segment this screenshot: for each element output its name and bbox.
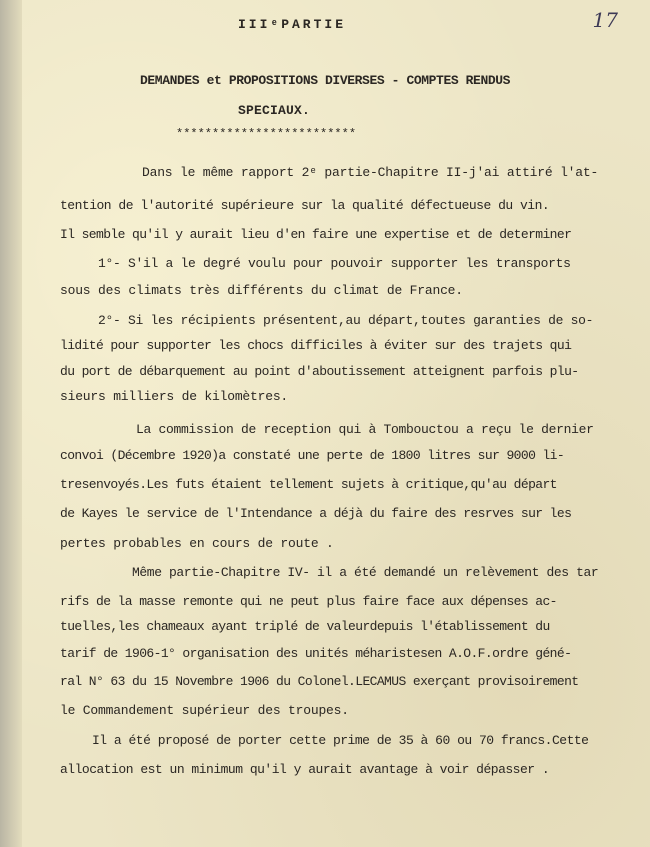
body-line-13: de Kayes le service de l'Intendance a déjà du faire des resrves sur les [60, 506, 572, 521]
body-line-1: Dans le même rapport 2ᵉ partie-Chapitre II-j'ai attiré l'at- [142, 165, 599, 180]
body-line-14: pertes probables en cours de route . [60, 536, 334, 551]
body-line-12: tresenvoyés.Les futs étaient tellement sujets à critique,qu'au départ [60, 477, 557, 492]
title-line-2: SPECIAUX. [238, 103, 311, 118]
body-line-20: le Commandement supérieur des troupes. [60, 703, 349, 718]
body-line-7: lidité pour supporter les chocs difficiles à éviter sur des trajets qui [60, 338, 572, 353]
body-line-9: sieurs milliers de kilomètres. [60, 389, 289, 404]
body-line-5: sous des climats très différents du climat de France. [60, 283, 463, 298]
body-line-16: rifs de la masse remonte qui ne peut plus faire face aux dépenses ac- [60, 594, 557, 609]
body-line-8: du port de débarquement au point d'aboutissement atteignent parfois plu- [60, 364, 579, 379]
body-line-22: allocation est un minimum qu'il y aurait avantage à voir dépasser . [60, 762, 550, 777]
body-line-19: ral N° 63 du 15 Novembre 1906 du Colonel.LECAMUS exerçant provisoirement [60, 674, 579, 689]
body-line-18: tarif de 1906-1° organisation des unités méharistesen A.O.F.ordre géné- [60, 646, 572, 661]
body-line-10: La commission de reception qui à Tombouctou a reçu le dernier [136, 422, 594, 437]
body-line-2: tention de l'autorité supérieure sur la qualité défectueuse du vin. [60, 198, 550, 213]
body-line-17: tuelles,les chameaux ayant triplé de valeurdepuis l'établissement du [60, 619, 550, 634]
body-line-21: Il a été proposé de porter cette prime de 35 à 60 ou 70 francs.Cette [92, 733, 589, 748]
body-line-15: Même partie-Chapitre IV- il a été demandé un relèvement des tar [132, 565, 599, 580]
page-edge-shadow [0, 0, 22, 847]
title-line-1: DEMANDES et PROPOSITIONS DIVERSES - COMPTES RENDUS [140, 73, 511, 88]
body-line-4: 1°- S'il a le degré voulu pour pouvoir supporter les transports [98, 256, 571, 271]
page-number: 17 [592, 8, 618, 32]
body-line-6: 2°- Si les récipients présentent,au départ,toutes garanties de so- [98, 313, 594, 328]
part-heading: IIIᵉPARTIE [238, 17, 347, 32]
body-line-11: convoi (Décembre 1920)a constaté une perte de 1800 litres sur 9000 li- [60, 448, 565, 463]
title-underline-rule: ************************* [176, 127, 357, 141]
body-line-3: Il semble qu'il y aurait lieu d'en faire une expertise et de determiner [60, 227, 572, 242]
